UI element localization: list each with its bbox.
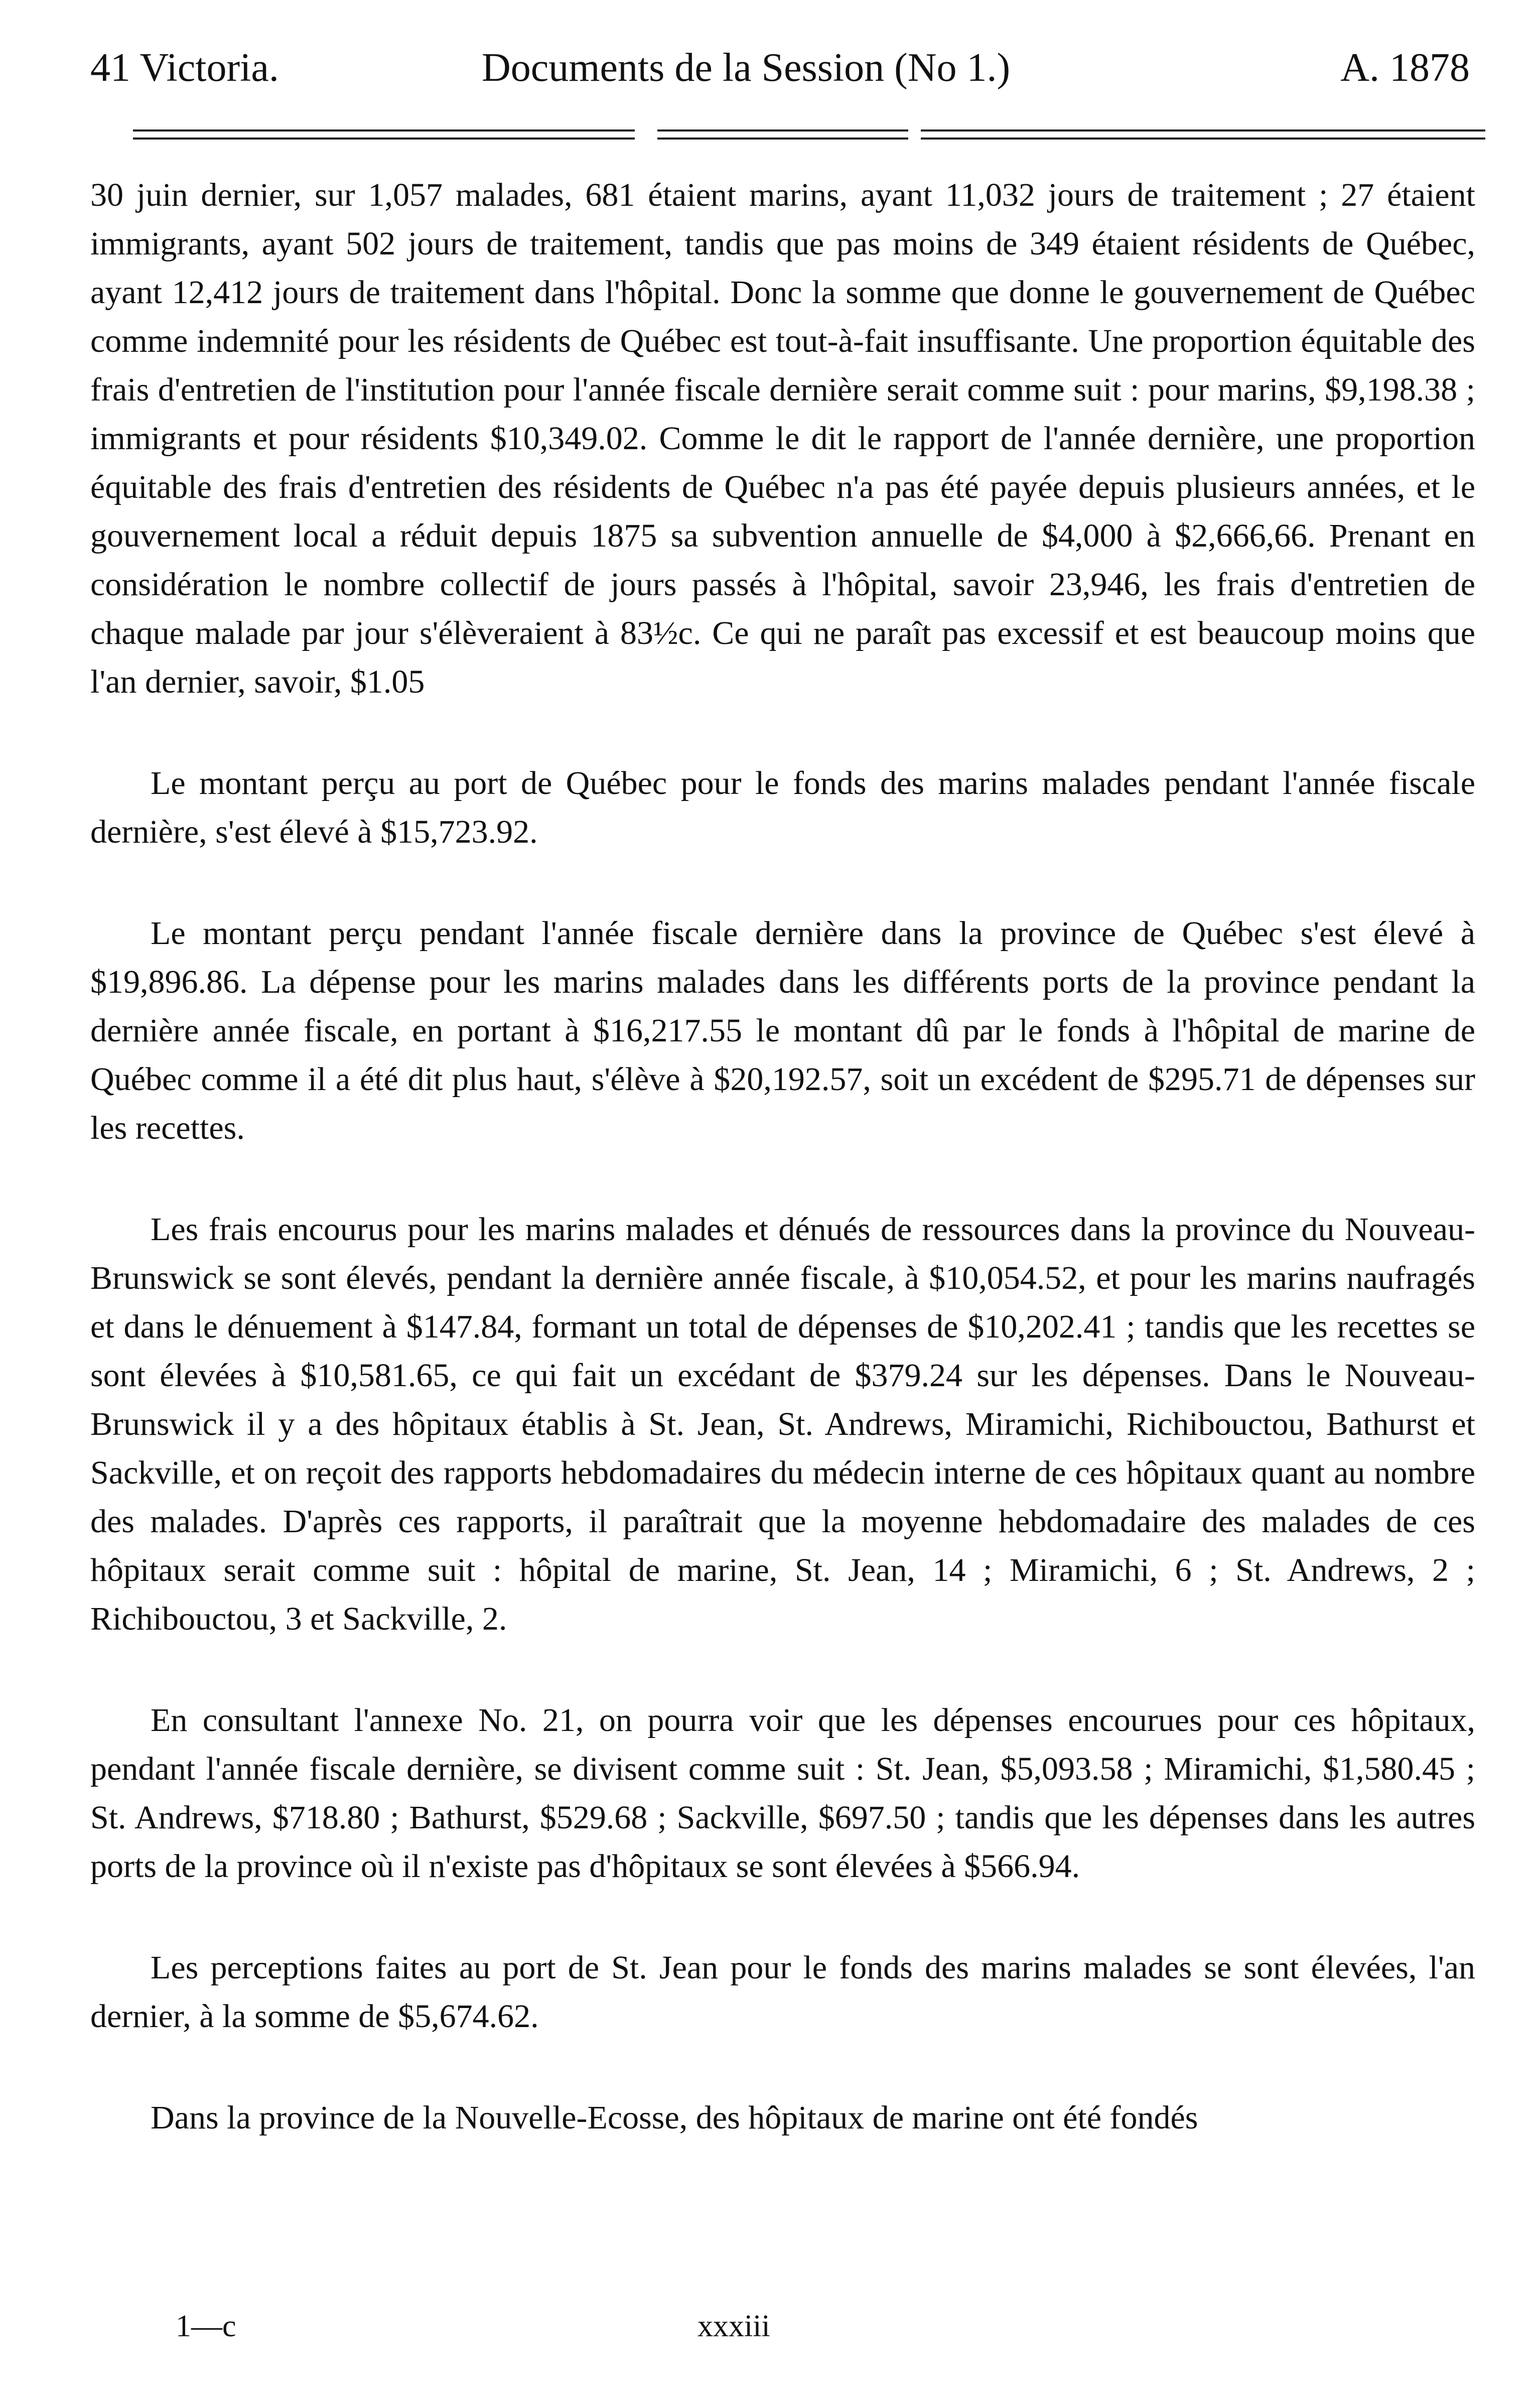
paragraph: Le montant perçu pendant l'année fiscale dernière dans la province de Québec s'est élevé à $19,896.86. La dépense pour les marins malades dans les différents ports de la province pendant la dernière année fiscale, en portant à $16,217.55 le montant dû par le fonds à l'hôpital de marine de Québec comme il a été dit plus haut, s'élève à $20,192.57, soit un excédent de $295.71 de dépenses sur les recettes. [90,915,1475,1146]
paragraph: Les perceptions faites au port de St. Jean pour le fonds des marins malades se sont élevées, l'an dernier, à la somme de $5,674.62. [90,1949,1475,2035]
header-right: A. 1878 [1340,46,1470,90]
page-footer [90,2309,1475,2364]
page-number: xxxiii [697,2309,770,2343]
page-header [90,30,1470,105]
paragraph: 30 juin dernier, sur 1,057 malades, 681 étaient marins, ayant 11,032 jours de traitement ; 27 étaient immigrants, ayant 502 jours de traitement, tandis que pas moins de 349 étaient résidents de Québec, ayant 12,412 jours de traitement dans l'hôpital. Donc la somme que donne le gouvernement de Québec comme indemnité pour les résidents de Québec est tout-à-fait insuffisante. Une proportion équitable des frais d'entretien de l'institution pour l'année fiscale dernière serait comme suit : pour marins, $9,198.38 ; immigrants et pour résidents $10,349.02. Comme le dit le rapport de l'année dernière, une proportion équitable des frais d'entretien des résidents de Québec n'a pas été payée depuis plusieurs années, et le gouvernement local a réduit depuis 1875 sa subvention annuelle de $4,000 à $2,666,66. Prenant en considération le nombre collectif de jours passés à l'hôpital, savoir 23,946, les frais d'entretien de chaque malade par jour s'élèveraient à 83½c. Ce qui ne paraît pas excessif et est beaucoup moins que l'an dernier, savoir, $1.05 [90,177,1475,700]
paragraph: En consultant l'annexe No. 21, on pourra voir que les dépenses encourues pour ces hôpitaux, pendant l'année fiscale dernière, se divisent comme suit : St. Jean, $5,093.58 ; Miramichi, $1,580.45 ; St. Andrews, $718.80 ; Bathurst, $529.68 ; Sackville, $697.50 ; tandis que les dépenses dans les autres ports de la province où il n'existe pas d'hôpitaux se sont élevées à $566.94. [90,1702,1475,1885]
paragraph: Dans la province de la Nouvelle-Ecosse, des hôpitaux de marine ont été fondés [151,2099,1198,2136]
header-rule-center [657,129,908,140]
header-center: Documents de la Session (No 1.) [482,46,1011,90]
paragraph: Le montant perçu au port de Québec pour le fonds des marins malades pendant l'année fiscale dernière, s'est élevé à $15,723.92. [90,765,1475,850]
header-rule-left [133,129,635,140]
header-left: 41 Victoria. [90,46,279,90]
paragraph: Les frais encourus pour les marins malades et dénués de ressources dans la province du Nouveau-Brunswick se sont élevés, pendant la dernière année fiscale, à $10,054.52, et pour les marins naufragés et dans le dénuement à $147.84, formant un total de dépenses de $10,202.41 ; tandis que les recettes se sont élevées à $10,581.65, ce qui fait un excédant de $379.24 sur les dépenses. Dans le Nouveau-Brunswick il y a des hôpitaux établis à St. Jean, St. Andrews, Miramichi, Richibouctou, Bathurst et Sackville, et on reçoit des rapports hebdomadaires du médecin interne de ces hôpitaux quant au nombre des malades. D'après ces rapports, il paraîtrait que la moyenne hebdomadaire des malades de ces hôpitaux serait comme suit : hôpital de marine, St. Jean, 14 ; Miramichi, 6 ; St. Andrews, 2 ; Richibouctou, 3 et Sackville, 2. [90,1211,1475,1637]
header-rule-right [921,129,1485,140]
signature-mark: 1—c [176,2309,236,2343]
document-body [90,171,1475,2142]
